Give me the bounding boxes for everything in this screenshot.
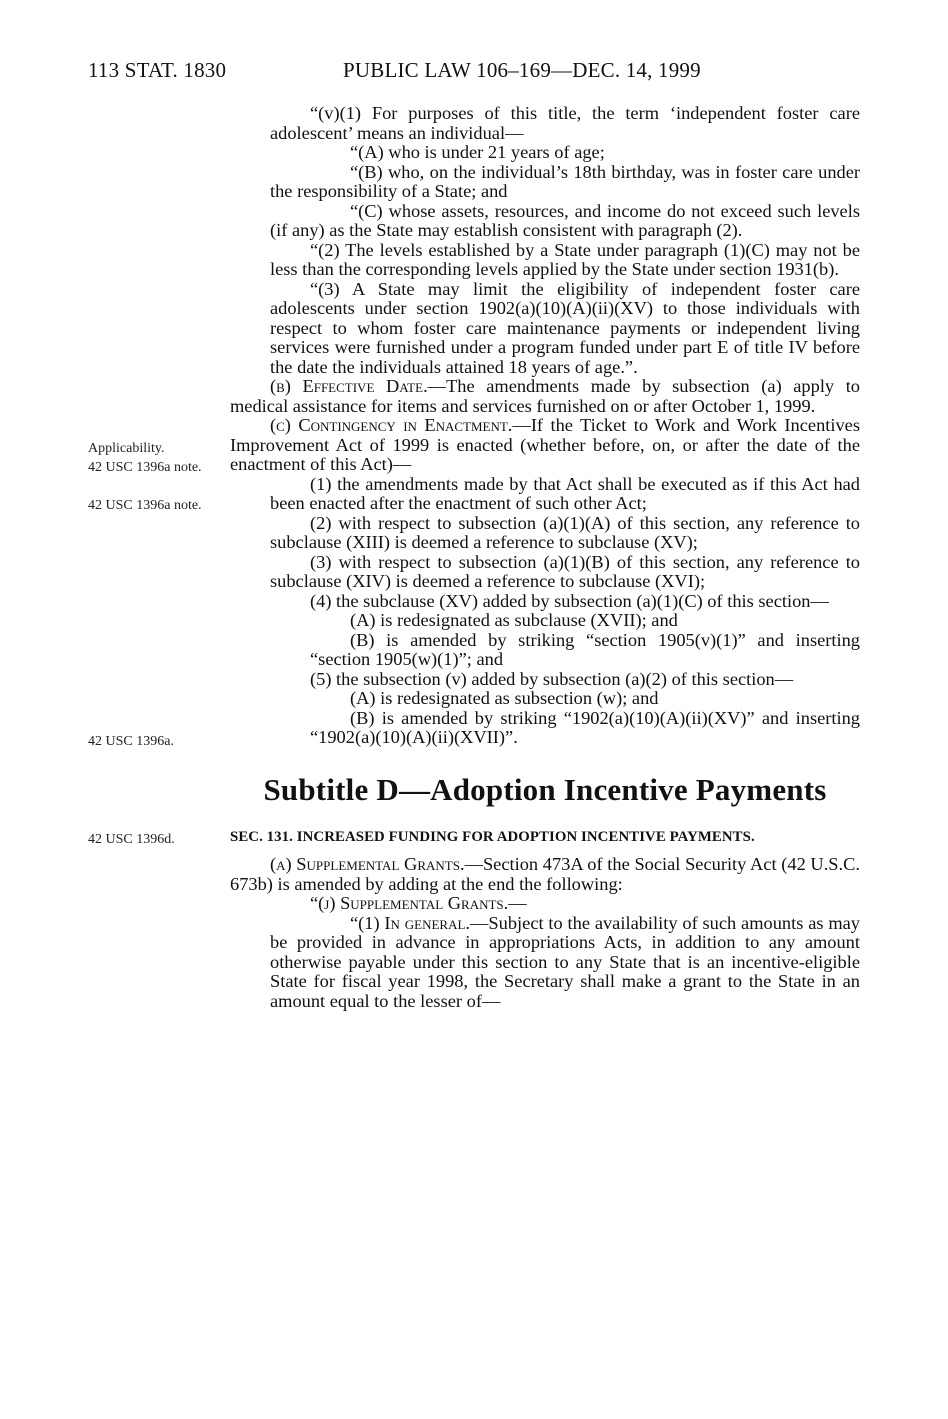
page-reference: 113 STAT. 1830 (88, 58, 227, 82)
subtitle-heading: Subtitle D—Adoption Incentive Payments (263, 771, 827, 807)
para-c4: (4) the subclause (XV) added by subsection (a)(1)(C) of this section— (310, 590, 829, 611)
para-v1: “(v)(1) For purposes of this title, the term ‘independent foster care adolescent’ means an individual— (270, 103, 860, 143)
margin-note-usc-1396d: 42 USC 1396d. (88, 832, 175, 847)
para-supplemental-grants: (a) Supplemental Grants.—Section 473A of the Social Security Act (42 U.S.C. 673b) is amended by adding at the end the following: (230, 854, 860, 894)
margin-note-applicability: Applicability. (88, 441, 165, 456)
heading-in-general: “(1) In general. (350, 912, 471, 933)
margin-note-usc-1396a: 42 USC 1396a. (88, 734, 174, 749)
para-v3: “(3) A State may limit the eligibility of independent foster care adolescents under section 1902(a)(10)(A)(ii)(XV) to those individuals with respect to whom foster care maintenance payments or independent living services were furnished under a program funded under part E of title IV before the date the individuals attained 18 years of age.”. (270, 278, 860, 377)
para-j: “(j) Supplemental Grants.— (310, 893, 527, 913)
heading-contingency: (c) Contingency in Enactment. (270, 415, 513, 435)
para-v2: “(2) The levels established by a State under paragraph (1)(C) may not be less than the corresponding levels applied by the State under section 1931(b). (270, 239, 860, 279)
para-c1: (1) the amendments made by that Act shall be executed as if this Act had been enacted after the enactment of such other Act; (270, 473, 860, 513)
para-v1-b: “(B) who, on the individual’s 18th birthday, was in foster care under the responsibility of a State; and (270, 161, 860, 201)
para-effective-date: (b) Effective Date.—The amendments made by subsection (a) apply to medical assistance for items and services furnished on or after October 1, 1999. (230, 376, 860, 416)
margin-note-usc-note-1: 42 USC 1396a note. (88, 460, 202, 475)
para-j1: “(1) In general.—Subject to the availability of such amounts as may be provided in advance in appropriations Acts, in addition to any amount otherwise payable under this section to any State that is an incentive-eligible State for fiscal year 1998, the Secretary shall make a grant to the State in an amount equal to the lesser of— (270, 912, 861, 1011)
para-c4-b: (B) is amended by striking “section 1905(v)(1)” and inserting “section 1905(w)(1)”; and (310, 629, 860, 669)
para-v1-c: “(C) whose assets, resources, and income do not exceed such levels (if any) as the State may establish consistent with paragraph (2). (270, 200, 860, 240)
law-title: PUBLIC LAW 106–169—DEC. 14, 1999 (343, 58, 701, 82)
para-c4-a: (A) is redesignated as subclause (XVII); and (350, 610, 678, 630)
para-v1-a: “(A) who is under 21 years of age; (350, 142, 605, 162)
para-c2: (2) with respect to subsection (a)(1)(A) of this section, any reference to subclause (XIII) is deemed a reference to subclause (XV); (270, 512, 860, 552)
heading-supplemental-grants: (a) Supplemental Grants. (270, 854, 465, 874)
running-header (88, 58, 860, 88)
para-contingency: (c) Contingency in Enactment.—If the Ticket to Work and Work Incentives Improvement Act of 1999 is enacted (whether before, on, or after the date of the enactment of this Act)— (230, 415, 860, 474)
section-heading: SEC. 131. INCREASED FUNDING FOR ADOPTION INCENTIVE PAYMENTS. (230, 828, 755, 845)
document-body (230, 104, 860, 1011)
para-c3: (3) with respect to subsection (a)(1)(B) of this section, any reference to subclause (XIV) is deemed a reference to subclause (XVI); (270, 551, 860, 591)
margin-note-usc-note-2: 42 USC 1396a note. (88, 498, 202, 513)
para-c5-b: (B) is amended by striking “1902(a)(10)(A)(ii)(XV)” and inserting “1902(a)(10)(A)(ii)(XVII)”. (310, 707, 860, 747)
heading-effective-date: (b) Effective Date. (270, 376, 428, 396)
heading-j-supplemental-grants: “(j) Supplemental Grants. (310, 893, 509, 913)
para-c5: (5) the subsection (v) added by subsection (a)(2) of this section— (310, 668, 794, 689)
para-c5-a: (A) is redesignated as subsection (w); and (350, 688, 659, 708)
